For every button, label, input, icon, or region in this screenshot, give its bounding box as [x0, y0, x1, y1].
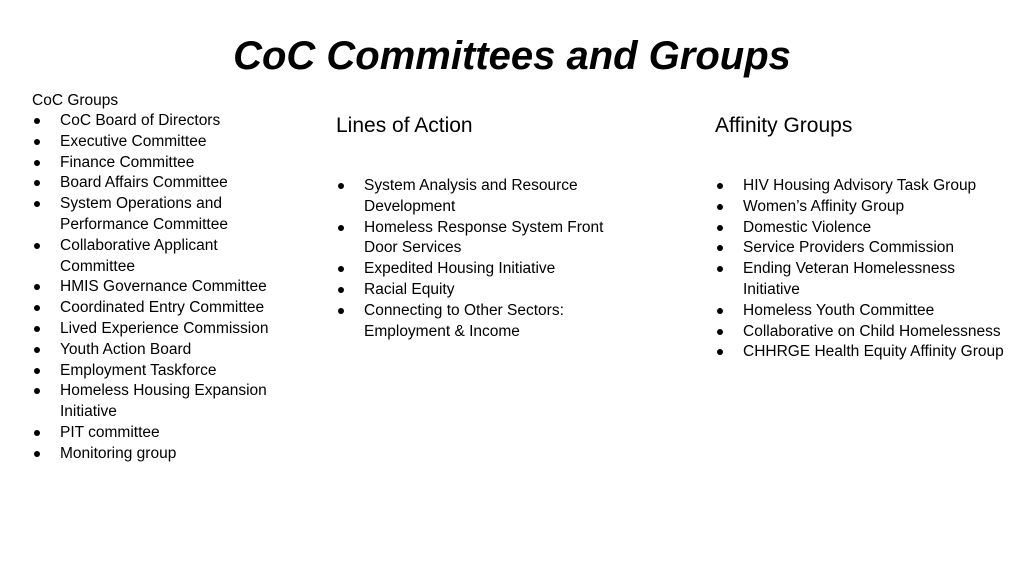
list-item: Homeless Response System Front Door Services — [336, 218, 626, 260]
list-item: Youth Action Board — [32, 340, 282, 361]
coc-groups-list — [32, 111, 282, 465]
list-item: Collaborative Applicant Committee — [32, 236, 282, 278]
list-item: PIT committee — [32, 423, 282, 444]
list-item: Coordinated Entry Committee — [32, 298, 282, 319]
list-item: Finance Committee — [32, 153, 282, 174]
list-item: CHHRGE Health Equity Affinity Group — [715, 342, 1005, 363]
affinity-groups-list — [715, 176, 1005, 363]
affinity-groups-column — [715, 112, 1005, 363]
list-item: Board Affairs Committee — [32, 173, 282, 194]
list-item: Homeless Housing Expansion Initiative — [32, 381, 282, 423]
list-item: Collaborative on Child Homelessness — [715, 322, 1005, 343]
list-item: Expedited Housing Initiative — [336, 259, 626, 280]
list-item: HMIS Governance Committee — [32, 277, 282, 298]
lines-of-action-list — [336, 176, 626, 342]
list-item: Employment Taskforce — [32, 361, 282, 382]
list-item: Homeless Youth Committee — [715, 301, 1005, 322]
affinity-groups-heading: Affinity Groups — [715, 114, 853, 137]
slide-title: CoC Committees and Groups — [233, 34, 791, 78]
list-item: System Operations and Performance Committee — [32, 194, 282, 236]
list-item: Executive Committee — [32, 132, 282, 153]
list-item: Connecting to Other Sectors: Employment & Income — [336, 301, 626, 343]
list-item: Women’s Affinity Group — [715, 197, 1005, 218]
list-item: System Analysis and Resource Development — [336, 176, 626, 218]
list-item: Racial Equity — [336, 280, 626, 301]
coc-groups-column — [32, 90, 282, 465]
lines-of-action-heading: Lines of Action — [336, 114, 473, 137]
list-item: Ending Veteran Homelessness Initiative — [715, 259, 1005, 301]
lines-of-action-column — [336, 112, 626, 342]
list-item: CoC Board of Directors — [32, 111, 282, 132]
list-item: Domestic Violence — [715, 218, 1005, 239]
list-item: Service Providers Commission — [715, 238, 1005, 259]
list-item: HIV Housing Advisory Task Group — [715, 176, 1005, 197]
list-item: Lived Experience Commission — [32, 319, 282, 340]
list-item: Monitoring group — [32, 444, 282, 465]
coc-groups-heading: CoC Groups — [32, 92, 119, 109]
